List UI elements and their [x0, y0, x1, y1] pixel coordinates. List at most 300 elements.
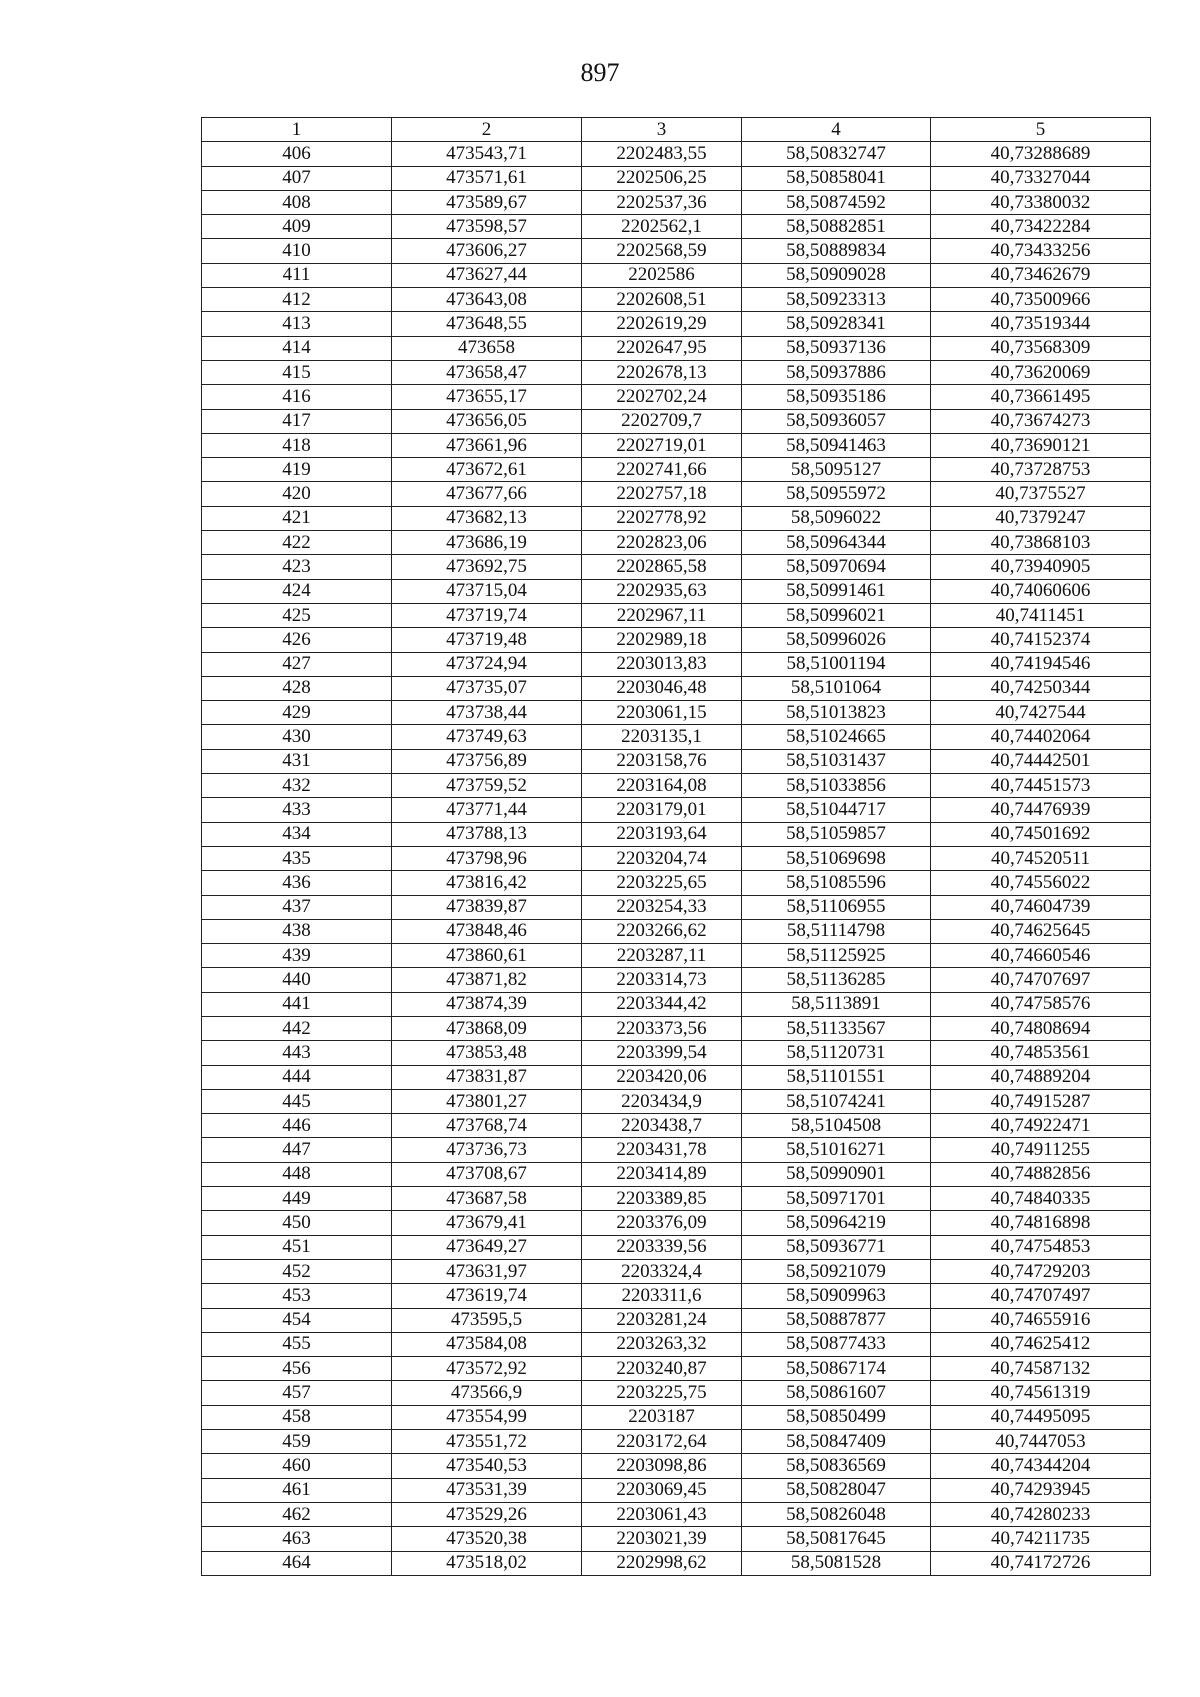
- table-cell-col-5: 40,73674273: [931, 409, 1151, 433]
- table-row: [202, 288, 1151, 312]
- table-cell-col-2: 473595,5: [392, 1308, 582, 1332]
- table-row: [202, 1016, 1151, 1040]
- table-cell-col-1: 436: [202, 871, 392, 895]
- table-cell-col-3: 2202823,06: [582, 531, 742, 555]
- table-cell-col-4: 58,51024665: [742, 725, 931, 749]
- table-cell-col-5: 40,74194546: [931, 652, 1151, 676]
- table-cell-col-4: 58,51101551: [742, 1065, 931, 1089]
- table-cell-col-4: 58,50964219: [742, 1211, 931, 1235]
- table-cell-col-3: 2203172,64: [582, 1430, 742, 1454]
- table-cell-col-2: 473643,08: [392, 288, 582, 312]
- table-cell-col-1: 446: [202, 1114, 392, 1138]
- table-cell-col-5: 40,74922471: [931, 1114, 1151, 1138]
- table-row: [202, 1405, 1151, 1429]
- table-cell-col-5: 40,73380032: [931, 190, 1151, 214]
- table-cell-col-2: 473682,13: [392, 506, 582, 530]
- table-cell-col-3: 2203061,43: [582, 1502, 742, 1526]
- table-cell-col-2: 473658,47: [392, 360, 582, 384]
- table-cell-col-4: 58,50937886: [742, 360, 931, 384]
- table-cell-col-2: 473768,74: [392, 1114, 582, 1138]
- table-cell-col-1: 409: [202, 215, 392, 239]
- table-row: [202, 871, 1151, 895]
- table-cell-col-2: 473531,39: [392, 1478, 582, 1502]
- table-cell-col-3: 2203431,78: [582, 1138, 742, 1162]
- table-row: [202, 846, 1151, 870]
- table-cell-col-2: 473749,63: [392, 725, 582, 749]
- table-cell-col-3: 2203434,9: [582, 1089, 742, 1113]
- table-row: [202, 822, 1151, 846]
- table-cell-col-3: 2202967,11: [582, 603, 742, 627]
- table-cell-col-5: 40,74172726: [931, 1551, 1151, 1575]
- table-cell-col-4: 58,50935186: [742, 385, 931, 409]
- table-cell-col-5: 40,74882856: [931, 1162, 1151, 1186]
- table-cell-col-2: 473853,48: [392, 1041, 582, 1065]
- table-cell-col-1: 425: [202, 603, 392, 627]
- table-body: [202, 142, 1151, 1576]
- table-cell-col-3: 2203373,56: [582, 1016, 742, 1040]
- table-cell-col-3: 2202562,1: [582, 215, 742, 239]
- table-cell-col-2: 473735,07: [392, 676, 582, 700]
- table-cell-col-1: 413: [202, 312, 392, 336]
- table-row: [202, 1041, 1151, 1065]
- table-cell-col-1: 410: [202, 239, 392, 263]
- table-cell-col-3: 2203098,86: [582, 1454, 742, 1478]
- table-cell-col-2: 473839,87: [392, 895, 582, 919]
- table-cell-col-3: 2203324,4: [582, 1259, 742, 1283]
- table-cell-col-4: 58,50887877: [742, 1308, 931, 1332]
- table-cell-col-5: 40,74501692: [931, 822, 1151, 846]
- table-cell-col-1: 411: [202, 263, 392, 287]
- table-cell-col-5: 40,73500966: [931, 288, 1151, 312]
- table-cell-col-4: 58,50909963: [742, 1284, 931, 1308]
- table-cell-col-5: 40,73327044: [931, 166, 1151, 190]
- table-row: [202, 1235, 1151, 1259]
- table-cell-col-3: 2203254,33: [582, 895, 742, 919]
- table-row: [202, 239, 1151, 263]
- table-row: [202, 555, 1151, 579]
- table-cell-col-3: 2202537,36: [582, 190, 742, 214]
- table-cell-col-4: 58,5101064: [742, 676, 931, 700]
- table-cell-col-4: 58,50850499: [742, 1405, 931, 1429]
- table-row: [202, 1065, 1151, 1089]
- table-row: [202, 628, 1151, 652]
- table-cell-col-2: 473692,75: [392, 555, 582, 579]
- table-cell-col-3: 2202702,24: [582, 385, 742, 409]
- table-cell-col-3: 2202506,25: [582, 166, 742, 190]
- table-cell-col-1: 433: [202, 798, 392, 822]
- table-cell-col-4: 58,51033856: [742, 774, 931, 798]
- table-cell-col-2: 473589,67: [392, 190, 582, 214]
- table-cell-col-4: 58,5081528: [742, 1551, 931, 1575]
- table-cell-col-2: 473606,27: [392, 239, 582, 263]
- table-row: [202, 701, 1151, 725]
- table-cell-col-1: 418: [202, 433, 392, 457]
- table-cell-col-3: 2202998,62: [582, 1551, 742, 1575]
- table-cell-col-4: 58,51069698: [742, 846, 931, 870]
- table-row: [202, 652, 1151, 676]
- table-cell-col-2: 473543,71: [392, 142, 582, 166]
- table-cell-col-2: 473848,46: [392, 919, 582, 943]
- table-cell-col-1: 407: [202, 166, 392, 190]
- table-cell-col-4: 58,50817645: [742, 1527, 931, 1551]
- table-cell-col-4: 58,51074241: [742, 1089, 931, 1113]
- table-cell-col-2: 473520,38: [392, 1527, 582, 1551]
- table-cell-col-5: 40,74495095: [931, 1405, 1151, 1429]
- table-cell-col-5: 40,73433256: [931, 239, 1151, 263]
- table-row: [202, 749, 1151, 773]
- table-cell-col-5: 40,74060606: [931, 579, 1151, 603]
- table-cell-col-2: 473708,67: [392, 1162, 582, 1186]
- table-cell-col-4: 58,50970694: [742, 555, 931, 579]
- table-row: [202, 142, 1151, 166]
- table-cell-col-4: 58,50971701: [742, 1187, 931, 1211]
- table-cell-col-1: 434: [202, 822, 392, 846]
- table-cell-col-5: 40,73568309: [931, 336, 1151, 360]
- table-cell-col-5: 40,74915287: [931, 1089, 1151, 1113]
- table-row: [202, 992, 1151, 1016]
- table-row: [202, 482, 1151, 506]
- table-row: [202, 458, 1151, 482]
- table-cell-col-4: 58,51013823: [742, 701, 931, 725]
- table-cell-col-4: 58,5104508: [742, 1114, 931, 1138]
- table-cell-col-2: 473874,39: [392, 992, 582, 1016]
- table-cell-col-4: 58,50882851: [742, 215, 931, 239]
- table-cell-col-5: 40,73422284: [931, 215, 1151, 239]
- table-cell-col-5: 40,74707497: [931, 1284, 1151, 1308]
- table-cell-col-1: 421: [202, 506, 392, 530]
- table-cell-col-5: 40,7411451: [931, 603, 1151, 627]
- table-cell-col-5: 40,73690121: [931, 433, 1151, 457]
- table-cell-col-3: 2203061,15: [582, 701, 742, 725]
- table-cell-col-3: 2203021,39: [582, 1527, 742, 1551]
- table-cell-col-4: 58,51016271: [742, 1138, 931, 1162]
- table-cell-col-5: 40,73728753: [931, 458, 1151, 482]
- table-row: [202, 263, 1151, 287]
- table-cell-col-4: 58,50990901: [742, 1162, 931, 1186]
- table-cell-col-4: 58,50861607: [742, 1381, 931, 1405]
- table-cell-col-4: 58,51001194: [742, 652, 931, 676]
- table-cell-col-3: 2202678,13: [582, 360, 742, 384]
- table-row: [202, 1381, 1151, 1405]
- table-cell-col-1: 447: [202, 1138, 392, 1162]
- table-cell-col-2: 473677,66: [392, 482, 582, 506]
- table-cell-col-1: 453: [202, 1284, 392, 1308]
- table-cell-col-2: 473798,96: [392, 846, 582, 870]
- table-row: [202, 1284, 1151, 1308]
- table-cell-col-1: 458: [202, 1405, 392, 1429]
- table-cell-col-5: 40,7375527: [931, 482, 1151, 506]
- table-cell-col-3: 2202619,29: [582, 312, 742, 336]
- table-cell-col-4: 58,50921079: [742, 1259, 931, 1283]
- table-row: [202, 1357, 1151, 1381]
- table-cell-col-3: 2202719,01: [582, 433, 742, 457]
- table-cell-col-5: 40,74250344: [931, 676, 1151, 700]
- table-cell-col-2: 473788,13: [392, 822, 582, 846]
- table-cell-col-5: 40,74152374: [931, 628, 1151, 652]
- table-cell-col-3: 2202586: [582, 263, 742, 287]
- table-cell-col-2: 473719,74: [392, 603, 582, 627]
- table-cell-col-4: 58,50928341: [742, 312, 931, 336]
- table-cell-col-3: 2203311,6: [582, 1284, 742, 1308]
- table-cell-col-2: 473598,57: [392, 215, 582, 239]
- table-cell-col-5: 40,7379247: [931, 506, 1151, 530]
- table-cell-col-5: 40,74911255: [931, 1138, 1151, 1162]
- column-header-3: 3: [582, 118, 742, 142]
- table-cell-col-2: 473801,27: [392, 1089, 582, 1113]
- table-cell-col-1: 450: [202, 1211, 392, 1235]
- table-cell-col-3: 2203187: [582, 1405, 742, 1429]
- table-cell-col-3: 2203438,7: [582, 1114, 742, 1138]
- table-cell-col-3: 2202568,59: [582, 239, 742, 263]
- table-cell-col-3: 2203225,65: [582, 871, 742, 895]
- table-cell-col-4: 58,51120731: [742, 1041, 931, 1065]
- header-row: [202, 118, 1151, 142]
- table-cell-col-1: 437: [202, 895, 392, 919]
- table-row: [202, 312, 1151, 336]
- table-cell-col-1: 456: [202, 1357, 392, 1381]
- column-header-5: 5: [931, 118, 1151, 142]
- table-cell-col-2: 473686,19: [392, 531, 582, 555]
- table-row: [202, 1527, 1151, 1551]
- table-cell-col-2: 473658: [392, 336, 582, 360]
- table-cell-col-4: 58,50858041: [742, 166, 931, 190]
- table-cell-col-3: 2203420,06: [582, 1065, 742, 1089]
- table-cell-col-5: 40,7427544: [931, 701, 1151, 725]
- table-cell-col-2: 473627,44: [392, 263, 582, 287]
- table-cell-col-2: 473661,96: [392, 433, 582, 457]
- table-cell-col-4: 58,50996021: [742, 603, 931, 627]
- table-cell-col-5: 40,74451573: [931, 774, 1151, 798]
- table-cell-col-5: 40,74707697: [931, 968, 1151, 992]
- table-cell-col-3: 2202865,58: [582, 555, 742, 579]
- table-cell-col-1: 452: [202, 1259, 392, 1283]
- table-cell-col-3: 2203339,56: [582, 1235, 742, 1259]
- table-row: [202, 190, 1151, 214]
- table-cell-col-3: 2202608,51: [582, 288, 742, 312]
- table-cell-col-1: 430: [202, 725, 392, 749]
- table-row: [202, 1259, 1151, 1283]
- table-cell-col-4: 58,50955972: [742, 482, 931, 506]
- table-cell-col-2: 473679,41: [392, 1211, 582, 1235]
- table-cell-col-1: 440: [202, 968, 392, 992]
- table-cell-col-4: 58,5113891: [742, 992, 931, 1016]
- table-cell-col-5: 40,74625645: [931, 919, 1151, 943]
- table-row: [202, 215, 1151, 239]
- table-cell-col-1: 463: [202, 1527, 392, 1551]
- table-cell-col-2: 473736,73: [392, 1138, 582, 1162]
- table-cell-col-4: 58,51106955: [742, 895, 931, 919]
- table-cell-col-5: 40,74520511: [931, 846, 1151, 870]
- table-cell-col-2: 473619,74: [392, 1284, 582, 1308]
- table-cell-col-2: 473687,58: [392, 1187, 582, 1211]
- table-cell-col-2: 473518,02: [392, 1551, 582, 1575]
- table-cell-col-2: 473655,17: [392, 385, 582, 409]
- table-cell-col-3: 2203158,76: [582, 749, 742, 773]
- table-row: [202, 1187, 1151, 1211]
- table-cell-col-1: 454: [202, 1308, 392, 1332]
- table-cell-col-5: 40,74211735: [931, 1527, 1151, 1551]
- table-cell-col-2: 473672,61: [392, 458, 582, 482]
- table-cell-col-3: 2203179,01: [582, 798, 742, 822]
- table-cell-col-2: 473871,82: [392, 968, 582, 992]
- table-cell-col-3: 2203046,48: [582, 676, 742, 700]
- table-cell-col-1: 449: [202, 1187, 392, 1211]
- table-cell-col-1: 420: [202, 482, 392, 506]
- table-cell-col-2: 473649,27: [392, 1235, 582, 1259]
- table-cell-col-2: 473566,9: [392, 1381, 582, 1405]
- table-cell-col-3: 2202483,55: [582, 142, 742, 166]
- table-cell-col-5: 40,73940905: [931, 555, 1151, 579]
- table-cell-col-3: 2203376,09: [582, 1211, 742, 1235]
- table-row: [202, 579, 1151, 603]
- table-cell-col-2: 473860,61: [392, 944, 582, 968]
- table-cell-col-4: 58,50867174: [742, 1357, 931, 1381]
- table-cell-col-3: 2202709,7: [582, 409, 742, 433]
- table-row: [202, 895, 1151, 919]
- table-cell-col-3: 2203414,89: [582, 1162, 742, 1186]
- table-cell-col-1: 445: [202, 1089, 392, 1113]
- table-cell-col-1: 464: [202, 1551, 392, 1575]
- table-row: [202, 1332, 1151, 1356]
- table-row: [202, 1138, 1151, 1162]
- table-cell-col-5: 40,73288689: [931, 142, 1151, 166]
- table-cell-col-5: 40,74889204: [931, 1065, 1151, 1089]
- table-row: [202, 506, 1151, 530]
- table-cell-col-1: 457: [202, 1381, 392, 1405]
- table-cell-col-2: 473554,99: [392, 1405, 582, 1429]
- table-cell-col-5: 40,73661495: [931, 385, 1151, 409]
- table-cell-col-4: 58,50826048: [742, 1502, 931, 1526]
- table-cell-col-3: 2203266,62: [582, 919, 742, 943]
- table-row: [202, 919, 1151, 943]
- table-cell-col-4: 58,50996026: [742, 628, 931, 652]
- table-cell-col-2: 473724,94: [392, 652, 582, 676]
- column-header-4: 4: [742, 118, 931, 142]
- table-cell-col-1: 459: [202, 1430, 392, 1454]
- table-row: [202, 433, 1151, 457]
- table-cell-col-1: 428: [202, 676, 392, 700]
- table-cell-col-4: 58,50936771: [742, 1235, 931, 1259]
- table-cell-col-4: 58,5095127: [742, 458, 931, 482]
- table-cell-col-2: 473648,55: [392, 312, 582, 336]
- table-cell-col-3: 2203314,73: [582, 968, 742, 992]
- table-cell-col-4: 58,50909028: [742, 263, 931, 287]
- table-row: [202, 1308, 1151, 1332]
- table-cell-col-1: 431: [202, 749, 392, 773]
- table-row: [202, 725, 1151, 749]
- table-cell-col-3: 2203263,32: [582, 1332, 742, 1356]
- table-cell-col-3: 2203164,08: [582, 774, 742, 798]
- table-row: [202, 1502, 1151, 1526]
- table-row: [202, 531, 1151, 555]
- table-cell-col-4: 58,50828047: [742, 1478, 931, 1502]
- table-cell-col-1: 417: [202, 409, 392, 433]
- table-cell-col-1: 455: [202, 1332, 392, 1356]
- table-cell-col-4: 58,51059857: [742, 822, 931, 846]
- table-row: [202, 1114, 1151, 1138]
- table-cell-col-5: 40,7447053: [931, 1430, 1151, 1454]
- table-cell-col-4: 58,51085596: [742, 871, 931, 895]
- table-cell-col-1: 423: [202, 555, 392, 579]
- table-cell-col-3: 2202741,66: [582, 458, 742, 482]
- table-cell-col-2: 473738,44: [392, 701, 582, 725]
- table-row: [202, 1162, 1151, 1186]
- table-cell-col-5: 40,73620069: [931, 360, 1151, 384]
- table-cell-col-1: 427: [202, 652, 392, 676]
- table-row: [202, 944, 1151, 968]
- table-row: [202, 1089, 1151, 1113]
- table-cell-col-3: 2203344,42: [582, 992, 742, 1016]
- table-cell-col-5: 40,74344204: [931, 1454, 1151, 1478]
- table-cell-col-3: 2202935,63: [582, 579, 742, 603]
- table-cell-col-1: 461: [202, 1478, 392, 1502]
- table-cell-col-4: 58,50941463: [742, 433, 931, 457]
- column-header-2: 2: [392, 118, 582, 142]
- table-row: [202, 1211, 1151, 1235]
- table-cell-col-1: 451: [202, 1235, 392, 1259]
- table-cell-col-4: 58,50874592: [742, 190, 931, 214]
- table-row: [202, 676, 1151, 700]
- table-cell-col-5: 40,74442501: [931, 749, 1151, 773]
- table-row: [202, 968, 1151, 992]
- table-row: [202, 1430, 1151, 1454]
- table-cell-col-1: 448: [202, 1162, 392, 1186]
- table-cell-col-2: 473759,52: [392, 774, 582, 798]
- table-row: [202, 774, 1151, 798]
- table-cell-col-2: 473656,05: [392, 409, 582, 433]
- table-cell-col-5: 40,74280233: [931, 1502, 1151, 1526]
- table-cell-col-4: 58,51114798: [742, 919, 931, 943]
- table-cell-col-5: 40,74660546: [931, 944, 1151, 968]
- table-cell-col-1: 439: [202, 944, 392, 968]
- table-cell-col-2: 473529,26: [392, 1502, 582, 1526]
- table-cell-col-3: 2202757,18: [582, 482, 742, 506]
- table-cell-col-1: 426: [202, 628, 392, 652]
- table-cell-col-3: 2203069,45: [582, 1478, 742, 1502]
- table-cell-col-2: 473572,92: [392, 1357, 582, 1381]
- table-cell-col-2: 473756,89: [392, 749, 582, 773]
- table-cell-col-4: 58,50832747: [742, 142, 931, 166]
- table-cell-col-2: 473584,08: [392, 1332, 582, 1356]
- table-cell-col-5: 40,73868103: [931, 531, 1151, 555]
- table-cell-col-4: 58,51125925: [742, 944, 931, 968]
- table-cell-col-4: 58,51133567: [742, 1016, 931, 1040]
- table-cell-col-1: 416: [202, 385, 392, 409]
- table-cell-col-1: 444: [202, 1065, 392, 1089]
- coordinates-table: [201, 117, 1151, 1576]
- table-cell-col-3: 2203399,54: [582, 1041, 742, 1065]
- table-row: [202, 603, 1151, 627]
- table-cell-col-2: 473551,72: [392, 1430, 582, 1454]
- table-row: [202, 166, 1151, 190]
- table-row: [202, 1551, 1151, 1575]
- table-cell-col-3: 2203204,74: [582, 846, 742, 870]
- table-cell-col-1: 406: [202, 142, 392, 166]
- table-cell-col-4: 58,50877433: [742, 1332, 931, 1356]
- table-cell-col-4: 58,51031437: [742, 749, 931, 773]
- table-cell-col-5: 40,74402064: [931, 725, 1151, 749]
- table-cell-col-1: 422: [202, 531, 392, 555]
- table-cell-col-3: 2203193,64: [582, 822, 742, 846]
- table-cell-col-3: 2203240,87: [582, 1357, 742, 1381]
- table-cell-col-2: 473868,09: [392, 1016, 582, 1040]
- table-cell-col-5: 40,74476939: [931, 798, 1151, 822]
- table-cell-col-5: 40,74840335: [931, 1187, 1151, 1211]
- table-cell-col-1: 415: [202, 360, 392, 384]
- table-cell-col-1: 408: [202, 190, 392, 214]
- table-cell-col-4: 58,50991461: [742, 579, 931, 603]
- table-cell-col-1: 435: [202, 846, 392, 870]
